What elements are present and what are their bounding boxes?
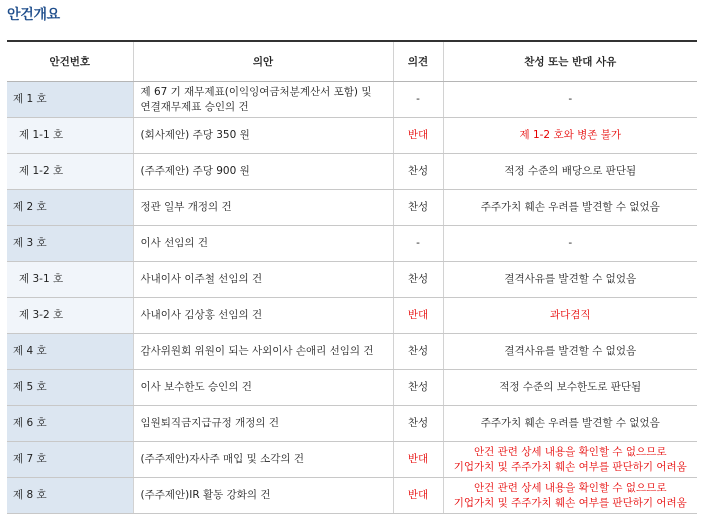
reason-cell (443, 478, 697, 514)
table-row (7, 478, 697, 514)
table-body (7, 82, 697, 514)
reason-cell (443, 226, 697, 262)
header-opinion: 의견 (393, 41, 443, 82)
reason-line: 과다겸직 (549, 309, 591, 321)
header-agenda-number: 안건번호 (7, 41, 133, 82)
table-row (7, 262, 697, 298)
agenda-title-line: 사내이사 김상홍 선임의 건 (140, 309, 263, 321)
agenda-title-line: 제 67 기 재무제표(이익잉여금처분계산서 포함) 및 (140, 85, 372, 98)
agenda-title-cell (133, 190, 393, 226)
reason-cell (443, 82, 697, 118)
reason-line: 적정 수준의 보수한도로 판단됨 (499, 381, 642, 393)
opinion-cell: 찬성 (393, 406, 443, 442)
opinion-cell: 찬성 (393, 334, 443, 370)
agenda-title-cell (133, 298, 393, 334)
opinion-cell: 찬성 (393, 190, 443, 226)
reason-line: 결격사유를 발견할 수 없었음 (504, 273, 637, 285)
reason-cell (443, 190, 697, 226)
agenda-table (7, 40, 697, 514)
agenda-title-cell (133, 82, 393, 118)
reason-line: 주주가치 훼손 우려를 발견할 수 없었음 (480, 417, 660, 429)
agenda-number-cell: 제 6 호 (7, 406, 133, 442)
reason-line: 기업가치 및 주주가치 훼손 여부를 판단하기 어려움 (453, 460, 687, 473)
agenda-number-cell: 제 5 호 (7, 370, 133, 406)
agenda-title-cell (133, 370, 393, 406)
header-reason: 찬성 또는 반대 사유 (443, 41, 697, 82)
agenda-title-cell (133, 118, 393, 154)
reason-cell (443, 334, 697, 370)
opinion-cell: 찬성 (393, 262, 443, 298)
opinion-cell: - (393, 226, 443, 262)
reason-line: 적정 수준의 배당으로 판단됨 (504, 165, 637, 177)
opinion-cell: 반대 (393, 442, 443, 478)
table-row (7, 118, 697, 154)
agenda-number-cell: 제 8 호 (7, 478, 133, 514)
reason-cell (443, 370, 697, 406)
section-title: 안건개요 (7, 7, 60, 23)
reason-line: 기업가치 및 주주가치 훼손 여부를 판단하기 어려움 (453, 496, 687, 509)
agenda-title-cell (133, 262, 393, 298)
agenda-title-line: 감사위원회 위원이 되는 사외이사 손애리 선임의 건 (140, 345, 374, 357)
opinion-cell: 찬성 (393, 370, 443, 406)
table-row (7, 190, 697, 226)
agenda-title-cell (133, 442, 393, 478)
reason-line: 제 1-2 호와 병존 불가 (519, 129, 621, 141)
agenda-title-cell (133, 226, 393, 262)
agenda-number-cell: 제 1-2 호 (7, 154, 133, 190)
reason-cell (443, 118, 697, 154)
table-row (7, 298, 697, 334)
table-row (7, 406, 697, 442)
table-row (7, 442, 697, 478)
table-header-row (7, 41, 697, 82)
agenda-title-line: 이사 보수한도 승인의 건 (140, 381, 252, 393)
agenda-number-cell: 제 4 호 (7, 334, 133, 370)
agenda-title-line: (회사제안) 주당 350 원 (140, 129, 250, 141)
agenda-title-line: 정관 일부 개정의 건 (140, 201, 232, 213)
table-row (7, 226, 697, 262)
reason-cell (443, 442, 697, 478)
reason-cell (443, 406, 697, 442)
reason-cell (443, 298, 697, 334)
reason-line: - (568, 93, 573, 105)
reason-line: 주주가치 훼손 우려를 발견할 수 없었음 (480, 201, 660, 213)
agenda-title-line: (주주제안) 주당 900 원 (140, 165, 250, 177)
reason-line: - (568, 237, 573, 249)
agenda-title-line: 임원퇴직금지급규정 개정의 건 (140, 417, 280, 429)
agenda-number-cell: 제 2 호 (7, 190, 133, 226)
agenda-title-cell (133, 334, 393, 370)
opinion-cell: - (393, 82, 443, 118)
opinion-cell: 반대 (393, 298, 443, 334)
agenda-number-cell: 제 7 호 (7, 442, 133, 478)
agenda-title-cell (133, 154, 393, 190)
reason-line: 안건 관련 상세 내용을 확인할 수 없으므로 (474, 481, 667, 494)
reason-line: 안건 관련 상세 내용을 확인할 수 없으므로 (474, 445, 667, 458)
reason-line: 결격사유를 발견할 수 없었음 (504, 345, 637, 357)
table-row (7, 154, 697, 190)
agenda-number-cell: 제 3-2 호 (7, 298, 133, 334)
agenda-title-line: 연결재무제표 승인의 건 (140, 100, 249, 113)
table-row (7, 334, 697, 370)
agenda-number-cell: 제 1 호 (7, 82, 133, 118)
agenda-title-cell (133, 478, 393, 514)
table-row (7, 370, 697, 406)
agenda-title-line: 사내이사 이주철 선임의 건 (140, 273, 263, 285)
table-row (7, 82, 697, 118)
agenda-title-line: (주주제안)IR 활동 강화의 건 (140, 489, 271, 501)
agenda-title-line: (주주제안)자사주 매입 및 소각의 건 (140, 453, 305, 465)
agenda-title-cell (133, 406, 393, 442)
header-agenda: 의안 (133, 41, 393, 82)
opinion-cell: 찬성 (393, 154, 443, 190)
opinion-cell: 반대 (393, 478, 443, 514)
agenda-number-cell: 제 3 호 (7, 226, 133, 262)
opinion-cell: 반대 (393, 118, 443, 154)
agenda-title-line: 이사 선임의 건 (140, 237, 209, 249)
reason-cell (443, 262, 697, 298)
agenda-number-cell: 제 1-1 호 (7, 118, 133, 154)
reason-cell (443, 154, 697, 190)
agenda-number-cell: 제 3-1 호 (7, 262, 133, 298)
